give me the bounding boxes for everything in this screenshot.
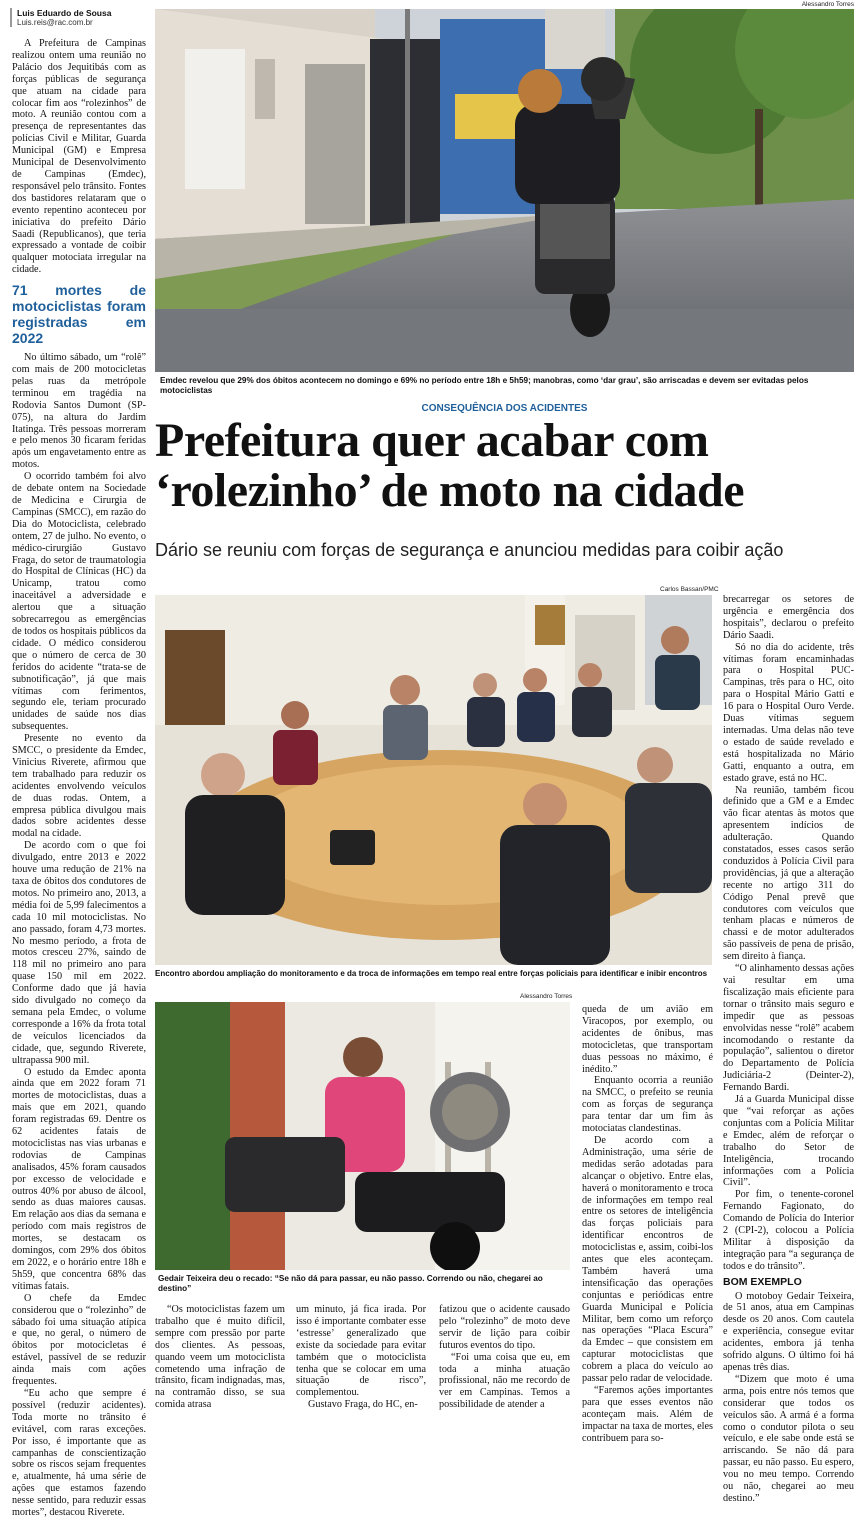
headline-line-2: ‘rolezinho’ de moto na cidade: [155, 464, 745, 517]
paragraph: fatizou que o acidente causado pelo “rolezinho” de moto deve servir de lição para coibir futuros eventos do tipo.: [439, 1304, 570, 1351]
paragraph: Gustavo Fraga, do HC, en-: [308, 1399, 418, 1411]
photo-credit: Alessandro Torres: [520, 993, 573, 1000]
paragraph: Só no dia do acidente, três vítimas foram encaminhadas para o Hospital PUC-Campinas, três para o HC, oito para o Hospital Mário Gatti e 16 para o Hospital Ouro Verde. Duas vítimas seguem internadas. Uma delas não teve o estado de saúde revelado e está hospitalizada no Mário Gatti, enquanto a outra, em estado grave, está no HC.: [723, 641, 854, 784]
photo-credit: Carlos Bassan/PMC: [660, 586, 719, 593]
section-subhead: 71 mortes de motociclistas foram registradas em 2022: [12, 282, 146, 347]
headline-line-1: Prefeitura quer acabar com: [155, 414, 709, 467]
paragraph: O estudo da Emdec aponta ainda que em 2022 foram 71 mortes de motociclistas, duas a mais que em 2021, quando foram registradas 69. Dentre os 62 acidentes fatais de motociclistas nas vias urbanas e rodovias de Campinas analisados, 45% foram causados por excesso de velocidade e outros 40% por abuso de álcool, sendo as duas maiores causas. Em relação aos dias da semana e período com mais registros de mortes, se destacam os domingos, com 29% dos óbitos em 2022, e o horário entre 18h e 5h59, que concentra 68% das vítimas fatais.: [12, 1066, 146, 1292]
bottom-column-2: [296, 1304, 426, 1411]
paragraph: Por fim, o tenente-coronel Fernando Fagionato, do Comando de Polícia do Interior 2 (CPI-2), colocou a Polícia Militar à disposição da integração para “a segurança de todos e do trânsito”.: [723, 1189, 854, 1272]
paragraph: Já a Guarda Municipal disse que “vai reforçar as ações conjuntas com a Polícia Militar e Emdec, além de reforçar o trabalho do Setor de Inteligência, trocando informações com a Polícia Civil”.: [723, 1094, 854, 1189]
meeting-photo: [155, 595, 712, 965]
paragraph: De acordo com a Administração, uma série de medidas serão adotadas para alcançar o objetivo. Entre elas, haverá o monitoramento e troca de informações em tempo real entre os setores de inteligência das forças policiais para identificar encontros de motociclistas e, assim, coibi-los antes que eles aconteçam. Também haverá uma intensificação das operações conjuntas e periódicas entre Guarda Municipal e Polícia Militar, bem como um reforço nas operações “Placa Escura” da Emdec – que consistem em capturar motociclistas que cobrem a placa do veículo ao passar pelo radar de velocidade.: [582, 1134, 713, 1385]
byline-email: Luis.reis@rac.com.br: [17, 18, 93, 27]
paragraph: A Prefeitura de Campinas realizou ontem uma reunião no Palácio dos Jequitibás com as forças públicas de segurança que atuam na cidade para colocar fim aos “rolezinhos” de moto. A reunião contou com a presença de representantes das polícias Civil e Militar, Guarda Municipal (GM) e Empresa Municipal de Desenvolvimento de Campinas (Emdec), responsável pelo trânsito. Fontes dos bastidores relataram que o evento repentino aconteceu por iniciativa do prefeito Dário Saadi (Republicanos), que teria expressado a vontade de coibir qualquer motociata irregular na cidade.: [12, 38, 146, 276]
meeting-photo-caption: Encontro abordou ampliação do monitoramento e da troca de informações em tempo real entre forças policiais para identificar e inibir encontros: [155, 969, 708, 978]
paragraph: queda de um avião em Viracopos, por exemplo, ou acidentes de ônibus, mas motocicletas, que transportam duas pessoas no máximo, é inédito.”: [582, 1004, 713, 1075]
rider-photo: [155, 1002, 570, 1270]
article-column-left: [12, 38, 146, 1519]
article-column-mid: [582, 1004, 713, 1445]
paragraph: O ocorrido também foi alvo de debate ontem na Sociedade de Medicina e Cirurgia de Campinas (SMCC), em razão do Dia do Motociclista, celebrado ontem, 27 de julho. No evento, o médico-cirurgião Gustavo Fraga, do setor de traumatologia do Hospital de Clínicas (HC) da Unicamp, tratou como inaceitável a adversidade e alertou que a situação sobrecarregou as emergências de todos os hospitais públicos da cidade. O médico considerou que o número de cerca de 30 feridos do acidente “trata-se de subnotificação”, já que mais vítimas com ferimentos, segundo ele, teriam procurado unidades de saúde nos dias subsequentes.: [12, 471, 146, 733]
section-subhead: BOM EXEMPLO: [723, 1275, 802, 1288]
paragraph: Presente no evento da SMCC, o presidente da Emdec, Vinicius Riverete, afirmou que tem trabalhado para reduzir os acidentes envolvendo veículos de duas rodas. Ontem, a empresa pública divulgou mais dados sobre acidentes desse modal na cidade.: [12, 733, 146, 840]
paragraph: Na reunião, também ficou definido que a GM e a Emdec vão ficar atentas às motos que apresentem indícios de adulteração. Quando constatados, esses casos serão conduzidos à Polícia Civil para providências, já que a alteração recente no artigo 311 do Código Penal prevê que condutores com veículos que tenham placas e números de chassi e de motor adulterados são passíveis de pena de prisão, sem direito à fiança.: [723, 784, 854, 963]
top-photo-caption: Emdec revelou que 29% dos óbitos acontecem no domingo e 69% no período entre 18h e 5h59; manobras, como ‘dar grau’, são arriscadas e devem ser evitadas pelos motociclistas: [160, 376, 809, 395]
paragraph: “Faremos ações importantes para que esses eventos não aconteçam mais. Além de impactar na taxa de mortes, eles contribuem para so-: [582, 1385, 713, 1444]
byline: [10, 8, 157, 27]
paragraph: No último sábado, um “rolê” com mais de 200 motocicletas pelas ruas da metrópole terminou em tragédia na Rodovia Santos Dumont (SP-075), na altura do Jardim Itatinga. Três pessoas morreram e pelo menos 30 ficaram feridas após um engavetamento entre as motos.: [12, 352, 146, 471]
byline-author: Luis Eduardo de Sousa: [17, 8, 112, 18]
paragraph: brecarregar os setores de urgência e emergência dos hospitais”, declarou o prefeito Dário Saadi.: [723, 594, 854, 641]
paragraph: O chefe da Emdec considerou que o “rolezinho” de sábado foi uma situação atípica e que, no geral, o número de óbitos por motocicletas é estável, passível de se reduzir ainda mais com ações frequentes.: [12, 1292, 146, 1388]
deck: Dário se reuniu com forças de segurança e anunciou medidas para coibir ação: [155, 540, 784, 560]
paragraph: “Eu acho que sempre é possível (reduzir acidentes). Toda morte no trânsito é evitável, com raras exceções. Por isso, é importante que as campanhas de conscientização sobre os riscos sejam frequentes e, atualmente, há uma série de ações que estamos fazendo nesse sentido, para reduzir essas mortes”, destacou Riverete.: [12, 1387, 146, 1519]
paragraph: O motoboy Gedair Teixeira, de 51 anos, atua em Campinas desde os 20 anos. Com cautela e experiência, consegue evitar acidentes, embora já tenha sofrido alguns. O último foi há apenas três dias.: [723, 1290, 854, 1373]
paragraph: De acordo com o que foi divulgado, entre 2013 e 2022 houve uma redução de 21% na taxa de óbitos dos condutores de motos. No primeiro ano, 2013, a média foi de 5,99 falecimentos a cada 10 mil motociclistas. No ano passado, foram 4,73 mortes. No mesmo período, a frota de motos cresceu 27%, saindo de 118 mil no primeiro ano para quase 150 mil em 2022. Conforme dado que já havia sido divulgado no começo da semana pela Emdec, o volume corresponde a 16% da frota total de veículos licenciados da cidade, que, segundo Riverete, ultrapassa 900 mil.: [12, 840, 146, 1066]
bottom-column-1: [155, 1304, 285, 1411]
bottom-column-3: [439, 1304, 570, 1411]
rider-photo-caption: Gedair Teixeira deu o recado: “Se não dá para passar, eu não passo. Correndo ou não, chegarei ao destino”: [158, 1274, 543, 1293]
article-column-right: [723, 594, 854, 1505]
paragraph: “O alinhamento dessas ações vai resultar em uma fiscalização mais eficiente para tornar o trânsito mais seguro e impedir que as pessoas envolvidas nesse “rolê” acabem incomodando o restante da população”, salientou o diretor do Departamento de Polícia Judiciária-2 (Deinter-2), Fernando Bardi.: [723, 963, 854, 1094]
paragraph: Enquanto ocorria a reunião na SMCC, o prefeito se reunia com as forças de segurança para tentar dar um fim às motociatas clandestinas.: [582, 1075, 713, 1135]
paragraph: “Foi uma coisa que eu, em toda a minha atuação profissional, não me recordo de ver em Campinas. Temos a possibilidade de atender a: [439, 1351, 570, 1411]
paragraph: um minuto, já fica irada. Por isso é importante combater esse ‘estresse’ generalizado que existe da sociedade para evitar também que o motociclista tenha que se colocar em uma situação de risco”, complementou.: [296, 1304, 426, 1399]
kicker: CONSEQUÊNCIA DOS ACIDENTES: [421, 403, 588, 414]
paragraph: “Dizem que moto é uma arma, pois entre nós temos que considerar que todos os veículos são. A armá é a forma como o condutor pilota o seu veículo, e ele sabe onde está se arriscando. Se não dá para passar, eu não passo. Eu espero, vou no meu tempo. Correndo ou não, chegarei ao meu destino.”: [723, 1373, 854, 1504]
paragraph: “Os motociclistas fazem um trabalho que é muito difícil, sempre com pressão por parte dos clientes. As pessoas, quando veem um motociclista cometendo uma infração de trânsito, ficam indignadas, mas, na contramão disso, se sua comida atrasa: [155, 1304, 285, 1411]
top-photo-motorcycle-wheelie: [155, 9, 854, 372]
headline: [155, 416, 854, 516]
photo-credit: Alessandro Torres: [801, 1, 854, 8]
